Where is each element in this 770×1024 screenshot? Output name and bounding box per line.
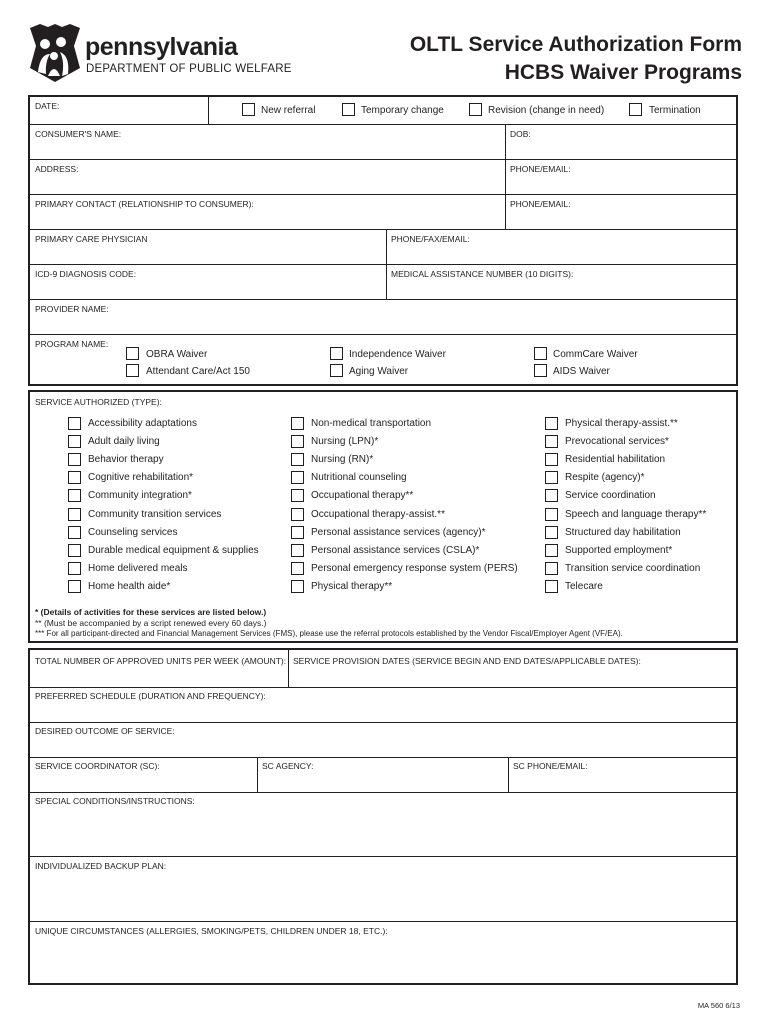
service-checkbox[interactable] [68, 453, 81, 466]
service-checkbox[interactable] [545, 435, 558, 448]
brand-name: pennsylvania [85, 33, 238, 61]
desired-outcome-label: DESIRED OUTCOME OF SERVICE: [35, 726, 175, 736]
service-option-label: Personal assistance services (CSLA)* [311, 545, 480, 556]
service-checkbox[interactable] [545, 471, 558, 484]
commcare-waiver-checkbox[interactable] [534, 347, 547, 360]
revision-label: Revision (change in need) [488, 105, 605, 116]
special-conditions-label: SPECIAL CONDITIONS/INSTRUCTIONS: [35, 796, 195, 806]
form-number: MA 560 6/13 [697, 1001, 740, 1010]
service-option-label: Nursing (RN)* [311, 454, 374, 465]
service-option-label: Personal emergency response system (PERS) [311, 563, 518, 574]
physician-label: PRIMARY CARE PHYSICIAN [35, 234, 148, 244]
date-label: DATE: [35, 101, 60, 111]
service-checkbox[interactable] [291, 489, 304, 502]
service-checkbox[interactable] [68, 471, 81, 484]
service-option-label: Home health aide* [88, 581, 171, 592]
service-checkbox[interactable] [545, 526, 558, 539]
service-checkbox[interactable] [291, 471, 304, 484]
service-option-label: Counseling services [88, 527, 178, 538]
obra-waiver-label: OBRA Waiver [146, 349, 208, 360]
service-option-label: Service coordination [565, 490, 656, 501]
service-checkbox[interactable] [291, 580, 304, 593]
service-option-label: Cognitive rehabilitation* [88, 472, 194, 483]
sc-agency-label: SC AGENCY: [262, 761, 314, 771]
form-subtitle: HCBS Waiver Programs [504, 61, 742, 84]
services-section [28, 390, 738, 643]
service-option-label: Accessibility adaptations [88, 418, 197, 429]
service-option-label: Supported employment* [565, 545, 673, 556]
aids-waiver-checkbox[interactable] [534, 364, 547, 377]
form-header [0, 0, 770, 95]
independence-waiver-label: Independence Waiver [349, 349, 446, 360]
aging-waiver-label: Aging Waiver [349, 366, 409, 377]
ma-number-label: MEDICAL ASSISTANCE NUMBER (10 DIGITS): [391, 269, 574, 279]
temporary-change-checkbox[interactable] [342, 103, 355, 116]
aging-waiver-checkbox[interactable] [330, 364, 343, 377]
independence-waiver-checkbox[interactable] [330, 347, 343, 360]
service-checkbox[interactable] [545, 453, 558, 466]
service-option-label: Residential habilitation [565, 454, 666, 465]
unique-circumstances-label: UNIQUE CIRCUMSTANCES (ALLERGIES, SMOKING/PETS, CHILDREN UNDER 18, ETC.): [35, 926, 388, 936]
attendant-care-checkbox[interactable] [126, 364, 139, 377]
service-checkbox[interactable] [545, 489, 558, 502]
service-option-label: Physical therapy-assist.** [565, 418, 678, 429]
service-checkbox[interactable] [291, 562, 304, 575]
backup-plan-label: INDIVIDUALIZED BACKUP PLAN: [35, 861, 167, 871]
service-checkbox[interactable] [68, 562, 81, 575]
attendant-care-label: Attendant Care/Act 150 [146, 366, 250, 377]
service-checkbox[interactable] [68, 435, 81, 448]
date-field[interactable] [30, 97, 208, 124]
service-checkbox[interactable] [291, 453, 304, 466]
aids-waiver-label: AIDS Waiver [553, 366, 610, 377]
service-option-label: Occupational therapy** [311, 490, 414, 501]
service-checkbox[interactable] [291, 508, 304, 521]
service-option-label: Speech and language therapy** [565, 509, 707, 520]
service-checkbox[interactable] [68, 508, 81, 521]
termination-checkbox[interactable] [629, 103, 642, 116]
service-checkbox[interactable] [545, 508, 558, 521]
note-double-asterisk: ** (Must be accompanied by a script renewed every 60 days.) [35, 618, 267, 628]
sc-phone-label: SC PHONE/EMAIL: [513, 761, 588, 771]
service-checkbox[interactable] [545, 417, 558, 430]
service-option-label: Home delivered meals [88, 563, 188, 574]
service-checkbox[interactable] [291, 435, 304, 448]
service-authorized-label: SERVICE AUTHORIZED (TYPE): [35, 397, 162, 407]
preferred-schedule-label: PREFERRED SCHEDULE (DURATION AND FREQUENCY): [35, 691, 266, 701]
service-checkbox[interactable] [291, 544, 304, 557]
keystone-logo-icon [28, 24, 82, 87]
service-checkbox[interactable] [545, 580, 558, 593]
service-option-label: Behavior therapy [88, 454, 164, 465]
service-dates-label: SERVICE PROVISION DATES (SERVICE BEGIN AND END DATES/APPLICABLE DATES): [293, 656, 641, 666]
service-checkbox[interactable] [291, 417, 304, 430]
revision-checkbox[interactable] [469, 103, 482, 116]
phone-email-label: PHONE/EMAIL: [510, 164, 571, 174]
service-option-label: Community transition services [88, 509, 222, 520]
service-checkbox[interactable] [545, 562, 558, 575]
note-triple-asterisk: *** For all participant-directed and Financial Management Services (FMS), please use the referral protocols established by the Vendor Fiscal/Employer Agent (VF/EA). [35, 629, 623, 638]
physician-phone-label: PHONE/FAX/EMAIL: [391, 234, 470, 244]
service-option-label: Adult daily living [88, 436, 160, 447]
service-option-label: Community integration* [88, 490, 192, 501]
service-option-label: Telecare [565, 581, 603, 592]
temporary-change-label: Temporary change [361, 105, 444, 116]
service-checkbox[interactable] [68, 489, 81, 502]
service-option-label: Nursing (LPN)* [311, 436, 379, 447]
new-referral-checkbox[interactable] [242, 103, 255, 116]
primary-contact-label: PRIMARY CONTACT (RELATIONSHIP TO CONSUMER): [35, 199, 254, 209]
new-referral-label: New referral [261, 105, 316, 116]
service-checkbox[interactable] [68, 544, 81, 557]
termination-label: Termination [649, 105, 701, 116]
service-coordinator-label: SERVICE COORDINATOR (SC): [35, 761, 160, 771]
service-option-label: Structured day habilitation [565, 527, 681, 538]
service-option-label: Nutritional counseling [311, 472, 407, 483]
icd9-label: ICD-9 DIAGNOSIS CODE: [35, 269, 137, 279]
service-option-label: Non-medical transportation [311, 418, 432, 429]
service-option-label: Transition service coordination [565, 563, 701, 574]
service-checkbox[interactable] [68, 526, 81, 539]
provider-name-field[interactable] [30, 299, 738, 334]
consumer-section [28, 95, 738, 386]
form-title: OLTL Service Authorization Form [409, 33, 742, 56]
dob-field[interactable] [505, 124, 738, 159]
note-single-asterisk: * (Details of activities for these services are listed below.) [35, 607, 267, 617]
address-field[interactable] [30, 159, 505, 194]
details-section [28, 648, 738, 985]
service-checkbox[interactable] [68, 580, 81, 593]
commcare-waiver-label: CommCare Waiver [553, 349, 638, 360]
department-name: DEPARTMENT OF PUBLIC WELFARE [86, 63, 292, 75]
service-checkbox[interactable] [291, 526, 304, 539]
service-option-label: Occupational therapy-assist.** [311, 509, 445, 520]
dob-label: DOB: [510, 129, 531, 139]
service-option-label: Physical therapy** [311, 581, 393, 592]
primary-contact-phone-label: PHONE/EMAIL: [510, 199, 571, 209]
service-checkbox[interactable] [545, 544, 558, 557]
service-checkbox[interactable] [68, 417, 81, 430]
obra-waiver-checkbox[interactable] [126, 347, 139, 360]
consumer-name-label: CONSUMER'S NAME: [35, 129, 122, 139]
units-per-week-label: TOTAL NUMBER OF APPROVED UNITS PER WEEK (AMOUNT): [35, 656, 287, 666]
service-option-label: Personal assistance services (agency)* [311, 527, 486, 538]
service-option-label: Durable medical equipment & supplies [88, 545, 259, 556]
service-option-label: Respite (agency)* [565, 472, 645, 483]
service-option-label: Prevocational services* [565, 436, 669, 447]
address-label: ADDRESS: [35, 164, 79, 174]
program-name-label: PROGRAM NAME: [35, 339, 109, 349]
provider-name-label: PROVIDER NAME: [35, 304, 109, 314]
